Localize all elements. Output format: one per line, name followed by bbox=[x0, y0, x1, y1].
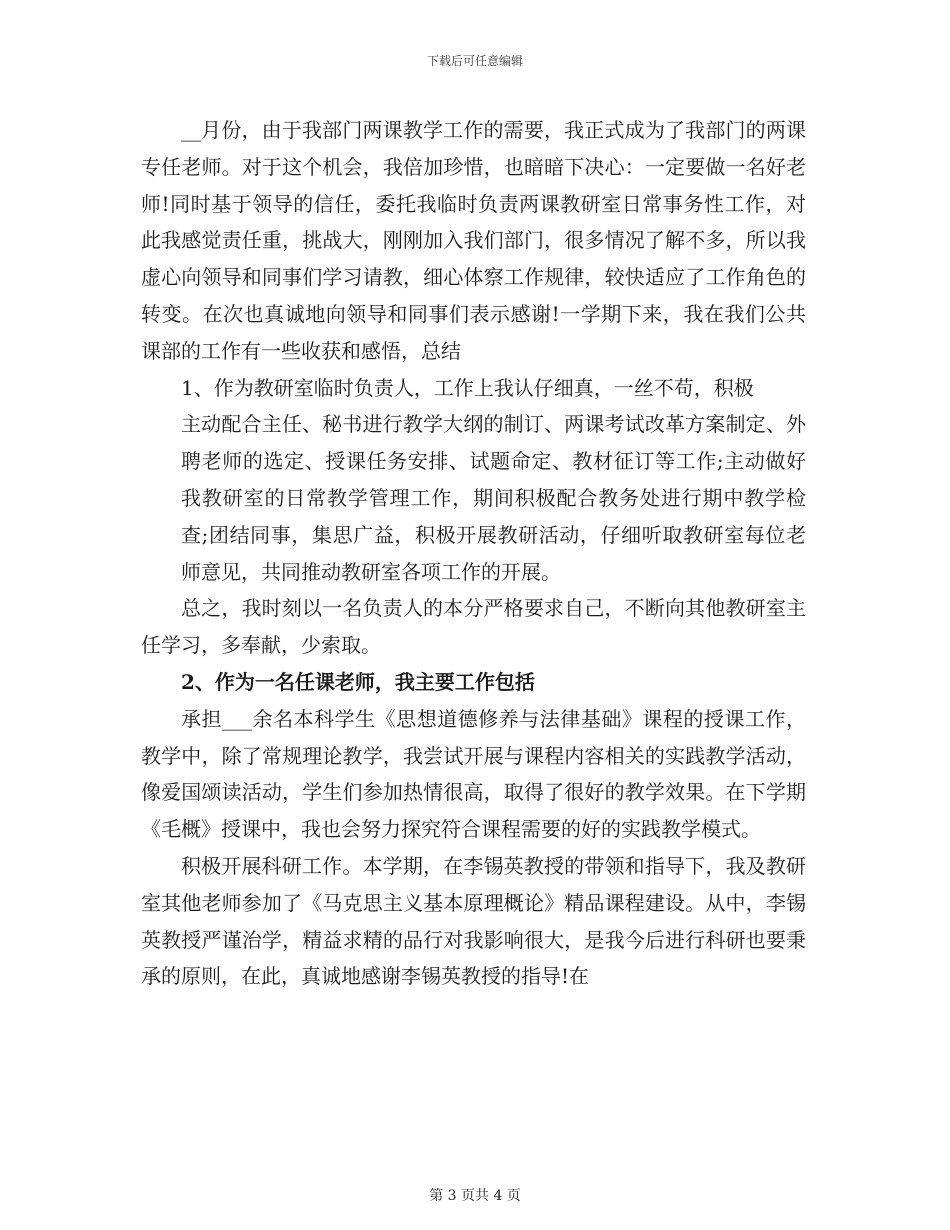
document-body bbox=[141, 112, 806, 995]
paragraph-research: 积极开展科研工作。本学期，在李锡英教授的带领和指导下，我及教研室其他老师参加了《马克思主义基本原理概论》精品课程建设。从中，李锡英教授严谨治学，精益求精的品行对我影响很大，是我今后进行科研也要秉承的原则，在此，真诚地感谢李锡英教授的指导!在 bbox=[141, 853, 806, 989]
page-footer: 第 3 页共 4 页 bbox=[429, 1188, 521, 1204]
paragraph-item-1-heading: 1、作为教研室临时负责人，工作上我认仔细真，一丝不苟，积极 bbox=[181, 375, 754, 400]
section-heading-2: 2、作为一名任课老师，我主要工作包括 bbox=[181, 669, 535, 694]
paragraph-teaching: 承担___余名本科学生《思想道德修养与法律基础》课程的授课工作，教学中，除了常规理论教学，我尝试开展与课程内容相关的实践教学活动，像爱国颂读活动，学生们参加热情很高，取得了很好的教学效果。在下学期《毛概》授课中，我也会努力探究符合课程需要的好的实践教学模式。 bbox=[141, 706, 806, 842]
paragraph-item-1-body: 主动配合主任、秘书进行教学大纲的制订、两课考试改革方案制定、外聘老师的选定、授课任务安排、试题命定、教材征订等工作;主动做好我教研室的日常教学管理工作，期间积极配合教务处进行期中教学检查;团结同事，集思广益，积极开展教研活动，仔细听取教研室每位老师意见，共同推动教研室各项工作的开展。 bbox=[181, 412, 806, 584]
paragraph-summary: 总之，我时刻以一名负责人的本分严格要求自己，不断向其他教研室主任学习，多奉献，少索取。 bbox=[141, 596, 806, 658]
page-header: 下载后可任意编辑 bbox=[426, 54, 523, 68]
paragraph-intro: __月份，由于我部门两课教学工作的需要，我正式成为了我部门的两课专任老师。对于这个机会，我倍加珍惜，也暗暗下决心：一定要做一名好老师!同时基于领导的信任，委托我临时负责两课教研室日常事务性工作，对此我感觉责任重，挑战大，刚刚加入我们部门，很多情况了解不多，所以我虚心向领导和同事们学习请教，细心体察工作规律，较快适应了工作角色的转变。在次也真诚地向领导和同事们表示感谢!一学期下来，我在我们公共课部的工作有一些收获和感悟，总结 bbox=[141, 118, 806, 363]
